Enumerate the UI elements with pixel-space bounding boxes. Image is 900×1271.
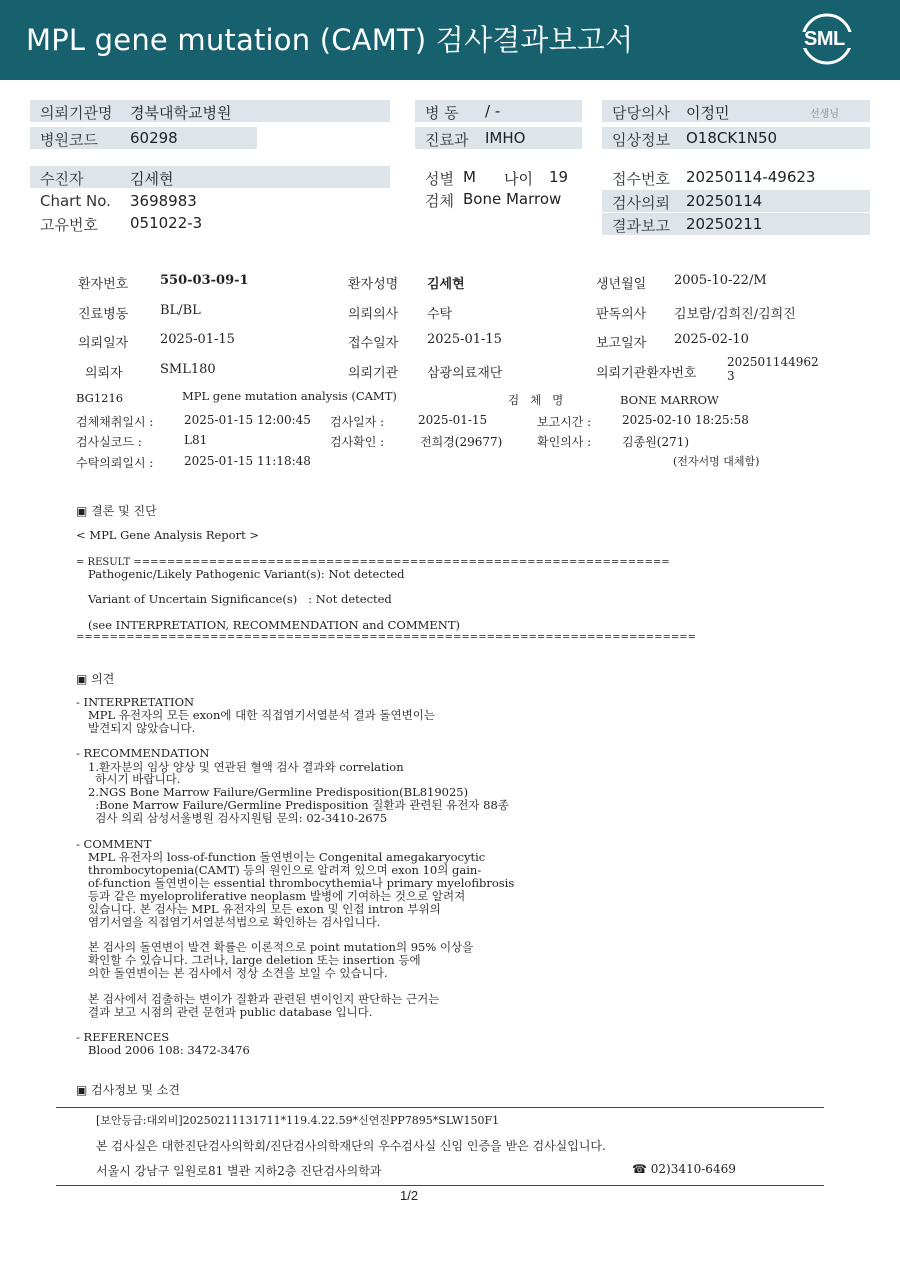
grid-value: 2025-01-15 <box>160 332 235 347</box>
dept-field <box>415 127 582 149</box>
report-date-label: 결과보고 <box>612 217 670 235</box>
ward-field <box>415 100 582 122</box>
comment-line: of-function 돌연변이는 essential thrombocythemia나 primary myelofibrosis <box>88 876 515 890</box>
unique-label: 고유번호 <box>40 216 98 234</box>
grid-label: 의뢰자 <box>85 366 123 381</box>
esign-note: (전자서명 대체함) <box>673 455 760 468</box>
report-time-value: 2025-02-10 18:25:58 <box>622 413 749 427</box>
patient-label: 수진자 <box>40 170 84 188</box>
report-date-field <box>602 213 870 235</box>
comment-line: 의한 돌연변이는 본 검사에서 정상 소견을 보일 수 있습니다. <box>88 966 388 980</box>
sml-logo-text: SML <box>804 28 845 50</box>
receipt-value: 20250114-49623 <box>686 168 816 186</box>
chart-value: 3698983 <box>130 192 197 210</box>
patient-field <box>30 166 390 188</box>
interpretation-line: 발견되지 않았습니다. <box>88 721 196 735</box>
result-end-divider: ========================================================================== <box>76 632 697 643</box>
confirm-value: 전희경(29677) <box>420 435 503 449</box>
footer-bottom-divider <box>56 1185 824 1186</box>
doctor-field <box>602 100 870 122</box>
grid-value: BL/BL <box>160 303 201 318</box>
collect-label: 검체채취일시 : <box>76 415 154 429</box>
collect-value: 2025-01-15 12:00:45 <box>184 413 311 427</box>
recommendation-line: 검사 의뢰 삼성서울병원 검사지원팀 문의: 02-3410-2675 <box>88 811 388 825</box>
recommendation-line: 2.NGS Bone Marrow Failure/Germline Predisposition(BL819025) <box>88 785 469 799</box>
grid-value: 2025-01-15 <box>427 332 502 347</box>
request-field <box>602 190 870 212</box>
request-label: 검사의뢰 <box>612 194 670 212</box>
conclusion-heading: ▣ 결론 및 진단 <box>76 504 157 518</box>
request-value: 20250114 <box>686 192 763 210</box>
clinical-field <box>602 127 870 149</box>
interpretation-line: MPL 유전자의 모든 exon에 대한 직접염기서열분석 결과 돌연변이는 <box>88 708 435 722</box>
confirm-label: 검사확인 : <box>330 435 385 449</box>
reference-line: Blood 2006 108: 3472-3476 <box>88 1043 250 1057</box>
lab-code-value: L81 <box>184 433 208 447</box>
recommendation-line: 하시기 바랍니다. <box>88 772 181 786</box>
ward-value: / - <box>485 102 501 120</box>
confirm-doc-value: 김종원(271) <box>622 435 690 449</box>
references-heading: - REFERENCES <box>76 1030 170 1044</box>
test-name: MPL gene mutation analysis (CAMT) <box>182 389 397 403</box>
grid-label: 환자성명 <box>348 277 399 292</box>
report-subtitle: < MPL Gene Analysis Report > <box>76 528 259 542</box>
grid-value: 550-03-09-1 <box>160 273 249 288</box>
report-title: MPL gene mutation (CAMT) 검사결과보고서 <box>26 23 634 57</box>
patient-value: 김세현 <box>130 170 174 188</box>
phone-line: ☎ 02)3410-6469 <box>632 1162 736 1176</box>
test-date-label: 검사일자 : <box>330 415 385 429</box>
institution-field <box>30 100 390 122</box>
grid-label: 환자번호 <box>78 277 129 292</box>
grid-label: 진료병동 <box>78 307 129 322</box>
dept-label: 진료과 <box>425 131 469 149</box>
clinical-label: 임상정보 <box>612 131 670 149</box>
certification-line: 본 검사실은 대한진단검사의학회/진단검사의학재단의 우수검사실 신임 인증을 받은 검사실입니다. <box>96 1139 606 1153</box>
testinfo-heading: ▣ 검사정보 및 소견 <box>76 1083 180 1097</box>
interpretation-heading: - INTERPRETATION <box>76 695 195 709</box>
grid-label: 판독의사 <box>596 307 647 322</box>
page-number: 1/2 <box>400 1188 419 1203</box>
request-time-label: 수탁의뢰일시 : <box>76 456 154 470</box>
specimen-name-label: 검 체 명 <box>508 393 564 407</box>
hospital-code-label: 병원코드 <box>40 131 98 149</box>
grid-value: 202501144962 <box>727 355 819 369</box>
sex-age-field <box>415 166 582 188</box>
grid-value: 2005-10-22/M <box>674 273 767 288</box>
address-line: 서울시 강남구 일원로81 별관 지하2층 진단검사의학과 <box>96 1164 382 1178</box>
opinion-heading: ▣ 의견 <box>76 672 115 686</box>
grid-value-cont: 3 <box>727 369 735 383</box>
comment-line: 본 검사의 돌연변이 발견 확률은 이론적으로 point mutation의 95% 이상을 <box>88 940 474 954</box>
grid-value: 수탁 <box>427 307 453 322</box>
specimen-label: 검체 <box>425 192 454 210</box>
comment-line: thrombocytopenia(CAMT) 등의 원인으로 알려져 있으며 exon 10의 gain- <box>88 863 482 877</box>
doctor-value: 이정민 <box>686 104 730 122</box>
report-time-label: 보고시간 : <box>537 415 592 429</box>
footer-top-divider <box>56 1107 824 1108</box>
grid-label: 의뢰의사 <box>348 307 399 322</box>
clinical-value: O18CK1N50 <box>686 129 778 147</box>
lab-code-label: 검사실코드 : <box>76 435 142 449</box>
result-vus: Variant of Uncertain Significance(s) : Not detected <box>88 592 392 606</box>
security-line: [보안등급:대외비]20250211131711*119.4.22.59*신연진PP7895*SLW150F1 <box>96 1114 500 1127</box>
comment-line: 결과 보고 시점의 관련 문헌과 public database 입니다. <box>88 1005 373 1019</box>
grid-value: SML180 <box>160 362 216 377</box>
specimen-field <box>415 188 582 210</box>
grid-label: 생년월일 <box>596 277 647 292</box>
ward-label: 병 동 <box>425 104 459 122</box>
hospital-code-value: 60298 <box>130 129 178 147</box>
confirm-doc-label: 확인의사 : <box>537 435 592 449</box>
age-label: 나이 <box>504 170 533 188</box>
grid-label: 의뢰기관 <box>348 366 399 381</box>
grid-value: 삼광의료재단 <box>427 366 503 381</box>
recommendation-heading: - RECOMMENDATION <box>76 746 210 760</box>
unique-value: 051022-3 <box>130 214 203 232</box>
chart-field <box>30 190 390 212</box>
hospital-code-field <box>30 127 257 149</box>
report-date-value: 20250211 <box>686 215 763 233</box>
institution-label: 의뢰기관명 <box>40 104 113 122</box>
sex-label: 성별 <box>425 170 454 188</box>
comment-line: 있습니다. 본 검사는 MPL 유전자의 모든 exon 및 인접 intron 부위의 <box>88 902 441 916</box>
doctor-label: 담당의사 <box>612 104 670 122</box>
grid-value: 김세현 <box>427 277 465 292</box>
result-divider: = RESULT ================================================================ <box>76 557 670 568</box>
result-see-note: (see INTERPRETATION, RECOMMENDATION and COMMENT) <box>88 618 460 632</box>
comment-line: 본 검사에서 검출하는 변이가 질환과 관련된 변이인지 판단하는 근거는 <box>88 992 440 1006</box>
grid-label: 의뢰기관환자번호 <box>596 366 697 381</box>
recommendation-line: :Bone Marrow Failure/Germline Predisposition 질환과 관련된 유전자 88종 <box>88 798 509 812</box>
grid-value: 2025-02-10 <box>674 332 749 347</box>
chart-label: Chart No. <box>40 192 111 210</box>
doctor-suffix: 선생님 <box>810 109 839 120</box>
grid-label: 접수일자 <box>348 336 399 351</box>
recommendation-line: 1.환자분의 임상 양상 및 연관된 혈액 검사 결과와 correlation <box>88 760 404 774</box>
comment-line: 염기서열을 직접염기서열분석법으로 확인하는 검사입니다. <box>88 915 381 929</box>
dept-value: IMHO <box>485 129 526 147</box>
sex-value: M <box>463 168 476 186</box>
test-date-value: 2025-01-15 <box>418 413 488 427</box>
institution-value: 경북대학교병원 <box>130 104 232 122</box>
result-pathogenic: Pathogenic/Likely Pathogenic Variant(s): Not detected <box>88 567 405 581</box>
receipt-label: 접수번호 <box>612 170 670 188</box>
test-code: BG1216 <box>76 391 124 405</box>
comment-line: 등과 같은 myeloproliferative neoplasm 발병에 기여하는 것으로 알려져 <box>88 889 466 903</box>
comment-line: MPL 유전자의 loss-of-function 돌연변이는 Congenital amegakaryocytic <box>88 850 486 864</box>
specimen-name: BONE MARROW <box>620 393 719 407</box>
grid-label: 보고일자 <box>596 336 647 351</box>
grid-label: 의뢰일자 <box>78 336 129 351</box>
report-header <box>0 0 900 80</box>
grid-value: 김보람/김희진/김희진 <box>674 307 796 322</box>
age-value: 19 <box>549 168 569 186</box>
unique-field <box>30 212 390 234</box>
comment-line: 확인할 수 있습니다. 그러나, large deletion 또는 insertion 등에 <box>88 953 421 967</box>
specimen-value: Bone Marrow <box>463 190 562 208</box>
request-time-value: 2025-01-15 11:18:48 <box>184 454 311 468</box>
comment-heading: - COMMENT <box>76 837 152 851</box>
receipt-field <box>602 166 870 188</box>
